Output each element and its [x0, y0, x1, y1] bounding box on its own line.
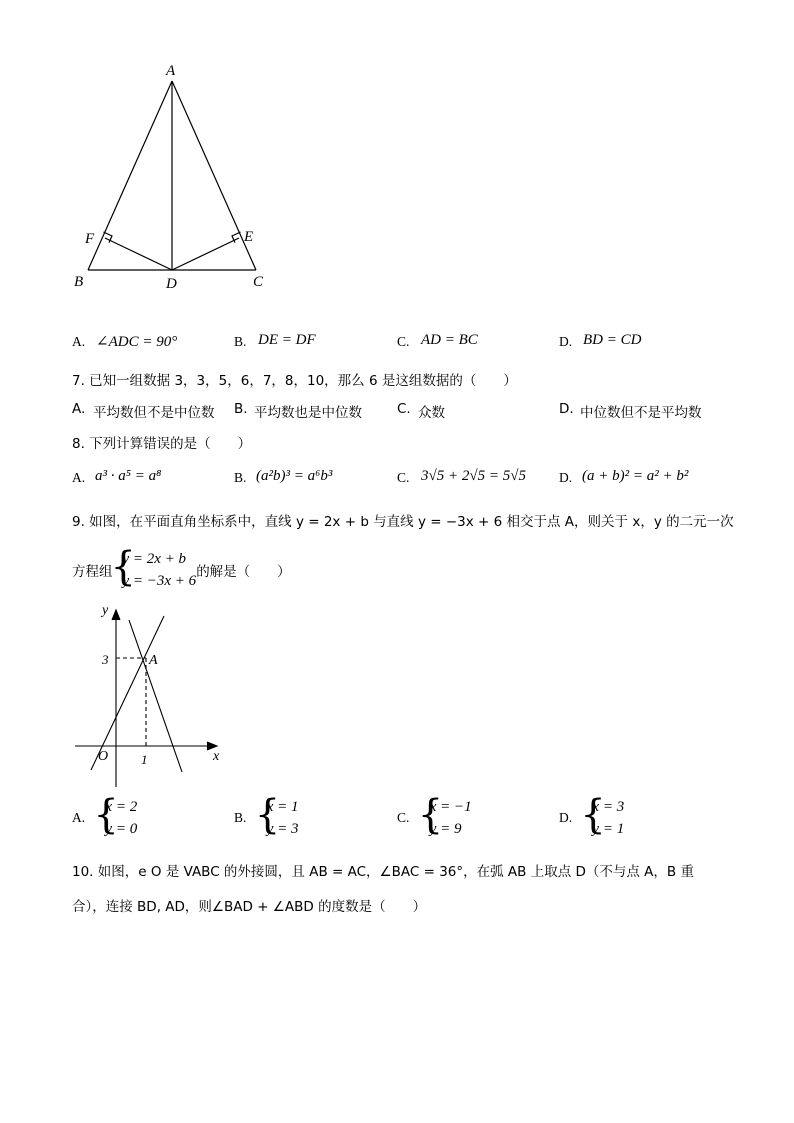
- q6-option-d-text[interactable]: BD = CD: [583, 332, 642, 348]
- q9-equation-system: [113, 548, 197, 592]
- q8-option-d-letter: D.: [559, 470, 573, 485]
- q7-option-c-letter: C.: [397, 401, 411, 417]
- q9-option-c-row1: { x = −1: [429, 799, 472, 815]
- label-a: A: [166, 63, 176, 79]
- side-ab: [88, 81, 172, 270]
- graph-x-tick-1: 1: [141, 752, 148, 767]
- y-axis-arrow: [112, 610, 120, 620]
- q6-option-b-text[interactable]: DE = DF: [258, 332, 316, 348]
- q9-option-a[interactable]: [72, 796, 137, 840]
- q8-option-c-letter: C.: [397, 470, 410, 485]
- q9-option-a-row2: y = 0: [105, 821, 138, 837]
- q7-option-b-letter: B.: [234, 401, 248, 417]
- graph-y-label: y: [102, 603, 109, 618]
- graph-point-a-label: A: [149, 653, 158, 668]
- q7-option-c-text[interactable]: 众数: [418, 405, 445, 421]
- label-d: D: [166, 276, 177, 292]
- q9-option-c[interactable]: [397, 796, 472, 840]
- q9-equation-1: { y = 2x + b: [122, 551, 187, 567]
- q9-option-d-row2: y = 1: [592, 821, 625, 837]
- q9-option-d-letter: D.: [559, 810, 573, 825]
- q9-option-c-letter: C.: [397, 810, 410, 825]
- q6-option-a-letter: A.: [72, 334, 86, 349]
- q9-option-a-letter: A.: [72, 810, 86, 825]
- q10-stem-line2: 合），连接 BD, AD，则∠BAD + ∠ABD 的度数是（ ）: [72, 899, 427, 915]
- q6-option-c-text[interactable]: AD = BC: [421, 332, 478, 348]
- q6-option-b-letter: B.: [234, 334, 247, 349]
- q9-option-c-row2: y = 9: [429, 821, 462, 837]
- q9-option-a-row1: { x = 2: [105, 799, 138, 815]
- q8-option-a-letter: A.: [72, 470, 86, 485]
- segment-df: [105, 238, 172, 270]
- label-e: E: [244, 229, 254, 245]
- q8-option-d-text[interactable]: (a + b)² = a² + b²: [582, 468, 689, 484]
- q9-stem-line2: [72, 548, 291, 592]
- q8-stem: 8. 下列计算错误的是（ ）: [72, 436, 252, 452]
- label-b: B: [74, 274, 84, 290]
- q9-coordinate-graph: [70, 600, 240, 790]
- q6-option-a-text[interactable]: ∠ADC = 90°: [96, 334, 178, 350]
- q7-stem: 7. 已知一组数据 3，3，5，6，7，8，10，那么 6 是这组数据的（ ）: [72, 373, 517, 389]
- segment-de: [172, 238, 239, 270]
- q9-stem-line1: 9. 如图，在平面直角坐标系中，直线 y = 2x + b 与直线 y = −3x + 6 相交于点 A，则关于 x，y 的二元一次: [72, 514, 734, 530]
- graph-x-label: x: [213, 749, 220, 764]
- q8-option-a-text[interactable]: a³ · a⁵ = a⁸: [95, 468, 162, 484]
- label-c: C: [253, 274, 264, 290]
- q7-option-a-text[interactable]: 平均数但不是中位数: [93, 405, 215, 421]
- q7-option-b-text[interactable]: 平均数也是中位数: [254, 405, 362, 421]
- q7-option-d-letter: D.: [559, 401, 574, 417]
- q7-option-d-text[interactable]: 中位数但不是平均数: [580, 405, 702, 421]
- q9-option-b[interactable]: [234, 796, 298, 840]
- line-y-neg3x-plus-6: [129, 620, 182, 772]
- q9-option-b-letter: B.: [234, 810, 247, 825]
- q9-stem-prefix: 方程组: [72, 564, 113, 580]
- q9-stem-suffix: 的解是（ ）: [196, 564, 291, 580]
- q10-stem-line1: 10. 如图，e O 是 VABC 的外接圆，且 AB = AC，∠BAC = 36°，在弧 AB 上取点 D（不与点 A，B 重: [72, 864, 694, 880]
- q8-option-b-letter: B.: [234, 470, 247, 485]
- q9-option-a-system: [95, 796, 137, 840]
- q9-option-d[interactable]: [559, 796, 624, 840]
- graph-y-tick-3: 3: [102, 652, 109, 667]
- q9-option-b-system: [257, 796, 299, 840]
- q6-option-d-letter: D.: [559, 334, 573, 349]
- label-f: F: [85, 231, 95, 247]
- q7-option-a-letter: A.: [72, 401, 86, 417]
- q9-option-c-system: [420, 796, 472, 840]
- q6-option-c-letter: C.: [397, 334, 410, 349]
- q9-option-d-system: [582, 796, 624, 840]
- q9-option-d-row1: { x = 3: [592, 799, 625, 815]
- q8-option-b-text[interactable]: (a²b)³ = a⁶b³: [256, 468, 333, 484]
- graph-origin-label: O: [98, 749, 109, 764]
- q9-equation-2: y = −3x + 6: [122, 573, 197, 589]
- line-y-2x-plus-b: [91, 616, 164, 770]
- q9-option-b-row2: y = 3: [266, 821, 299, 837]
- triangle-figure: [60, 55, 290, 300]
- q8-option-c-text[interactable]: 3√5 + 2√5 = 5√5: [421, 468, 526, 484]
- q9-option-b-row1: { x = 1: [266, 799, 299, 815]
